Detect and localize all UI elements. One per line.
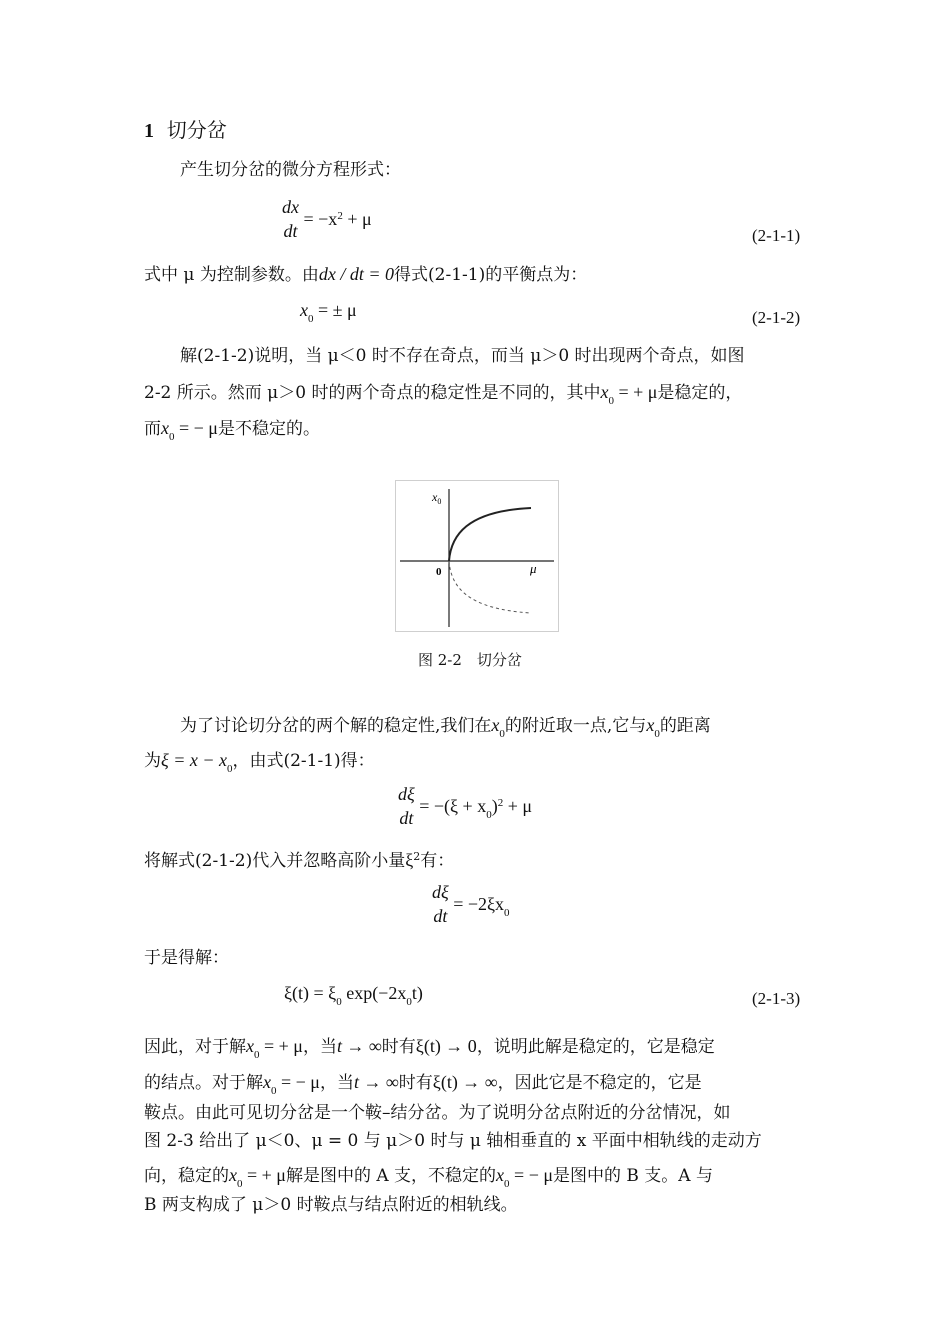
equation-2-1-3 — [284, 983, 423, 1008]
subscript: 0 — [504, 906, 510, 919]
rhs: = ± μ — [318, 300, 357, 320]
text: 为 — [144, 751, 161, 771]
text: 将解式(2-1-2)代入并忽略高阶小量 — [144, 851, 406, 871]
paragraph-7-line-2 — [144, 1070, 702, 1097]
paragraph-3-line-1: 解(2-1-2)说明，当 μ＜0 时不存在奇点，而当 μ＞0 时出现两个奇点，如图 — [180, 346, 745, 366]
inline-x: x — [246, 1036, 254, 1056]
xi-symbol: ξ — [405, 850, 414, 870]
equation-label: (2-1-1) — [752, 226, 801, 245]
stable-branch — [449, 508, 531, 561]
equation-label: (2-1-2) — [752, 308, 801, 327]
subscript: 0 — [608, 395, 614, 407]
subscript: 0 — [336, 996, 342, 1008]
denominator: dt — [433, 906, 448, 926]
figure-caption: 图 2-2 切分岔 — [418, 651, 522, 669]
x-axis-label: μ — [530, 561, 537, 576]
text: 的结点。对于解 — [144, 1073, 263, 1093]
numerator: dξ — [398, 784, 415, 804]
rhs-main: = −(ξ + x — [419, 795, 487, 816]
bifurcation-plot — [396, 481, 558, 631]
exponent: 2 — [413, 850, 421, 863]
paragraph-7-line-3: 鞍点。由此可见切分岔是一个鞍–结分岔。为了说明分岔点附近的分岔情况，如 — [144, 1103, 731, 1123]
text: 式中 μ 为控制参数。由 — [144, 265, 319, 285]
origin-label: 0 — [436, 566, 442, 578]
y-axis-label: $x_0$ — [432, 490, 442, 506]
inline-expression: = − μ — [509, 1165, 553, 1185]
denominator: dt — [283, 221, 298, 241]
subscript: 0 — [271, 1085, 277, 1097]
paragraph-3-line-3 — [144, 416, 320, 443]
subscript: 0 — [486, 808, 492, 821]
inline-x: x — [263, 1072, 271, 1092]
text: 解是图中的 A 支，不稳定的 — [285, 1166, 497, 1186]
text: 时有 — [398, 1073, 433, 1093]
lhs: x — [300, 300, 308, 320]
subscript: 0 — [308, 313, 314, 325]
xi-definition: ξ = x − x — [161, 750, 227, 770]
rhs — [453, 893, 510, 919]
inline-x: x — [491, 715, 500, 735]
paragraph-2 — [144, 262, 587, 287]
rhs-main: = −x — [303, 208, 338, 229]
equation-2-1-2 — [300, 300, 357, 325]
inline-expression: = − μ — [276, 1072, 320, 1092]
paragraph-3-line-2 — [144, 380, 742, 407]
limit-result: ξ(t) → ∞ — [432, 1072, 498, 1092]
paragraph-4-line-2 — [144, 748, 375, 775]
text: 是图中的 B 支。A 与 — [553, 1166, 713, 1186]
limit-expression: t → ∞ — [336, 1036, 382, 1056]
subscript: 0 — [237, 1178, 243, 1190]
text: 而 — [144, 419, 161, 439]
inline-x: x — [600, 382, 609, 402]
rhs — [419, 795, 533, 821]
paragraph-4-line-1 — [180, 713, 711, 740]
text: 时有 — [381, 1037, 416, 1057]
inline-x: x — [496, 1165, 505, 1185]
text: 的距离 — [659, 716, 711, 736]
text: ，因此它是不稳定的，它是 — [497, 1073, 702, 1093]
equation-xi-1 — [398, 782, 532, 830]
text: 有： — [420, 851, 455, 871]
text: 是不稳定的。 — [217, 419, 320, 439]
figure-2-2 — [395, 480, 559, 632]
paragraph-7-line-5 — [144, 1163, 713, 1190]
text: 因此，对于解 — [144, 1037, 246, 1057]
subscript: 0 — [406, 996, 412, 1008]
inline-expression: dx / dt = 0 — [318, 264, 394, 284]
numerator: dξ — [432, 882, 449, 902]
lhs: ξ(t) = ξ — [284, 983, 337, 1003]
inline-x: x — [229, 1165, 237, 1185]
subscript: 0 — [169, 431, 175, 443]
text: ，由式(2-1-1)得： — [232, 751, 375, 771]
text: 为了讨论切分岔的两个解的稳定性,我们在 — [180, 716, 492, 736]
text: 向，稳定的 — [144, 1166, 229, 1186]
subscript: 0 — [504, 1178, 510, 1190]
paragraph-6: 于是得解： — [144, 948, 229, 968]
paragraph-7-line-1 — [144, 1034, 715, 1061]
inline-expression: = + μ — [613, 382, 658, 402]
fraction — [282, 195, 299, 243]
equation-label: (2-1-3) — [752, 989, 801, 1008]
text: 2-2 所示。然而 μ＞0 时的两个奇点的稳定性是不同的，其中 — [144, 383, 601, 403]
text: 的附近取一点,它与 — [504, 716, 647, 736]
subscript: 0 — [226, 763, 233, 775]
exponent: 2 — [497, 796, 504, 809]
limit-result: ξ(t) → 0 — [415, 1036, 477, 1056]
rhs-tail: + μ — [503, 795, 533, 816]
paragraph-7-line-4: 图 2-3 给出了 μ＜0、μ = 0 与 μ＞0 时与 μ 轴相垂直的 x 平面中相轨线的走动方 — [144, 1131, 762, 1151]
numerator: dx — [282, 197, 299, 217]
section-title: 切分岔 — [166, 118, 227, 142]
paragraph-7-line-6: B 两支构成了 μ＞0 时鞍点与结点附近的相轨线。 — [144, 1195, 518, 1215]
subscript: 0 — [254, 1049, 260, 1061]
text: ，当 — [302, 1037, 337, 1057]
exponent: 2 — [337, 209, 343, 222]
rhs-paren: ) — [491, 795, 498, 816]
equation-2-1-1 — [282, 195, 372, 243]
paragraph-5 — [144, 848, 454, 875]
inline-expression: = − μ — [174, 418, 218, 438]
intro-paragraph: 产生切分岔的微分方程形式： — [180, 160, 401, 180]
section-heading — [144, 114, 227, 143]
rhs-main: = −2ξx — [453, 893, 505, 914]
rhs-tail: t) — [411, 983, 423, 1003]
text: 得式(2-1-1)的平衡点为： — [394, 265, 588, 285]
limit-expression: t → ∞ — [353, 1072, 399, 1092]
unstable-branch — [449, 561, 531, 613]
equation-xi-2 — [432, 880, 510, 928]
inline-x: x — [161, 418, 169, 438]
inline-expression: = + μ — [242, 1165, 286, 1185]
subscript: 0 — [499, 728, 505, 740]
fraction — [398, 782, 415, 830]
text: ，当 — [319, 1073, 354, 1093]
text: 是稳定的， — [657, 383, 743, 403]
fraction — [432, 880, 449, 928]
subscript: 0 — [654, 728, 660, 740]
section-number: 1 — [144, 120, 154, 142]
inline-expression: = + μ — [259, 1036, 303, 1056]
rhs-tail: + μ — [342, 208, 372, 229]
text: ，说明此解是稳定的，它是稳定 — [476, 1037, 715, 1057]
denominator: dt — [399, 808, 414, 828]
inline-x: x — [646, 715, 655, 735]
rhs: exp(−2x — [341, 983, 407, 1003]
rhs — [304, 209, 372, 229]
